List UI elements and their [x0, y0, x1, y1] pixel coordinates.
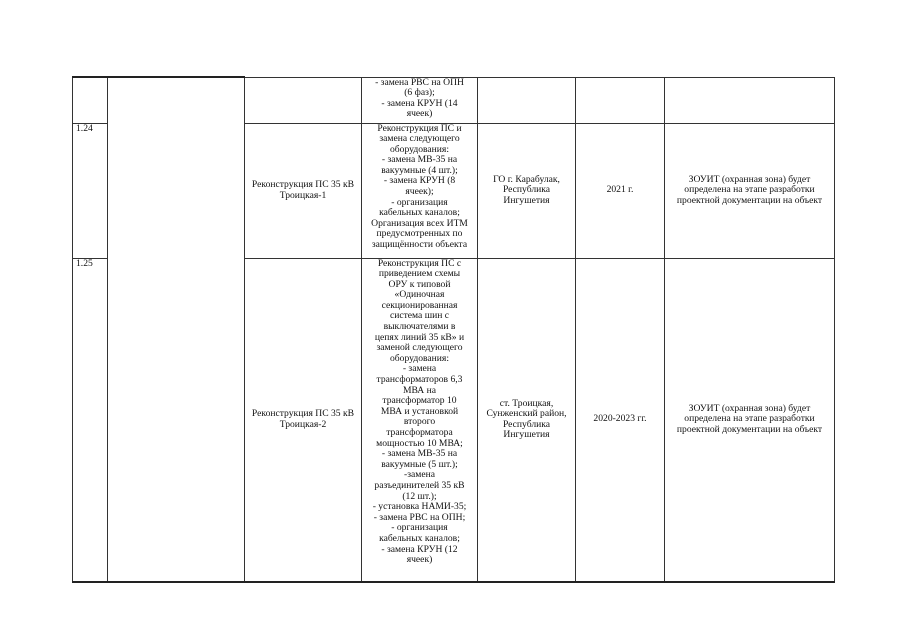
table-row — [73, 77, 835, 123]
location: ст. Троицкая, Сунженский район, Республика Ингушетия — [478, 258, 576, 582]
period: 2020-2023 гг. — [576, 258, 665, 582]
works-line: - замена КРУН (14 — [381, 97, 458, 109]
works-line: ячеек) — [406, 554, 433, 566]
note: ЗОУИТ (охранная зона) будет определена на этапе разработки проектной документации на объект — [665, 258, 835, 582]
object-name: Реконструкция ПС 35 кВ Троицкая-2 — [245, 258, 362, 582]
works-line: - замена МВ-35 на — [381, 448, 458, 460]
works-line: -замена — [404, 469, 435, 481]
objects-table — [72, 76, 835, 583]
location — [478, 77, 576, 123]
works-line: ОРУ к типовой — [388, 278, 451, 290]
works-line: (12 шт.); — [402, 490, 437, 502]
works-line: разъединителей 35 кВ — [374, 479, 465, 491]
works-line: Реконструкция ПС и — [377, 123, 462, 134]
works-line: - установка НАМИ-35; — [372, 501, 467, 513]
row-number — [73, 77, 108, 123]
works-line: кабельных каналов; — [379, 207, 460, 219]
period: 2021 г. — [576, 123, 665, 258]
period — [576, 77, 665, 123]
works-line: ячеек); — [405, 186, 434, 198]
works-line: - организация — [391, 196, 448, 208]
works-line: - замена КРУН (8 — [383, 175, 456, 187]
works-line: - замена МВ-35 на — [381, 154, 458, 166]
works-line: оборудования: — [389, 143, 450, 155]
works-line: «Одиночная — [394, 289, 445, 301]
works-line: Реконструкция ПС с — [377, 258, 462, 269]
works-line: - организация — [391, 522, 448, 534]
object-name: Реконструкция ПС 35 кВ Троицкая-1 — [245, 123, 362, 258]
works-line: - замена — [402, 363, 437, 375]
works-line: трансформатор 10 — [382, 395, 457, 407]
works-line: вакуумные (5 шт.); — [381, 458, 458, 470]
works-line: цепях линий 35 кВ» и — [374, 331, 465, 343]
works-list — [362, 77, 478, 123]
works-line: ячеек) — [406, 108, 433, 120]
works-line: замена следующего — [379, 133, 460, 145]
works-line: защищённости объекта — [371, 239, 468, 251]
works-line: Организация всех ИТМ — [371, 217, 468, 229]
works-line: (6 фаз); — [404, 87, 435, 99]
merged-empty-cell — [108, 77, 245, 582]
works-line: мощностью 10 МВА; — [376, 437, 463, 449]
document-page — [72, 76, 834, 581]
object-name — [245, 77, 362, 123]
works-line: вакуумные (4 шт.); — [381, 164, 458, 176]
works-line: приведением схемы — [378, 268, 461, 280]
row-number: 1.24 — [73, 123, 108, 258]
works-line: оборудования: — [389, 352, 450, 364]
works-line: предусмотренных по — [376, 228, 463, 240]
works-line: заменой следующего — [376, 342, 463, 354]
works-line: - замена РВС на ОПН; — [373, 511, 466, 523]
location: ГО г. Карабулак, Республика Ингушетия — [478, 123, 576, 258]
works-line: кабельных каналов; — [379, 532, 460, 544]
works-line: МВА на — [402, 384, 437, 396]
works-line: - замена КРУН (12 — [381, 543, 458, 555]
works-line: выключателями в — [383, 321, 456, 333]
works-line: МВА и установкой — [380, 405, 459, 417]
note: ЗОУИТ (охранная зона) будет определена на этапе разработки проектной документации на объект — [665, 123, 835, 258]
works-line: система шин с — [389, 310, 450, 322]
works-line: второго — [403, 416, 436, 428]
works-line: секционированная — [381, 299, 458, 311]
row-number: 1.25 — [73, 258, 108, 582]
works-line: - замена РВС на ОПН — [375, 77, 464, 88]
works-line: трансформатора — [386, 427, 453, 438]
works-line: трансформаторов 6,3 — [376, 374, 463, 386]
note — [665, 77, 835, 123]
works-list — [362, 258, 478, 582]
works-list — [362, 123, 478, 258]
